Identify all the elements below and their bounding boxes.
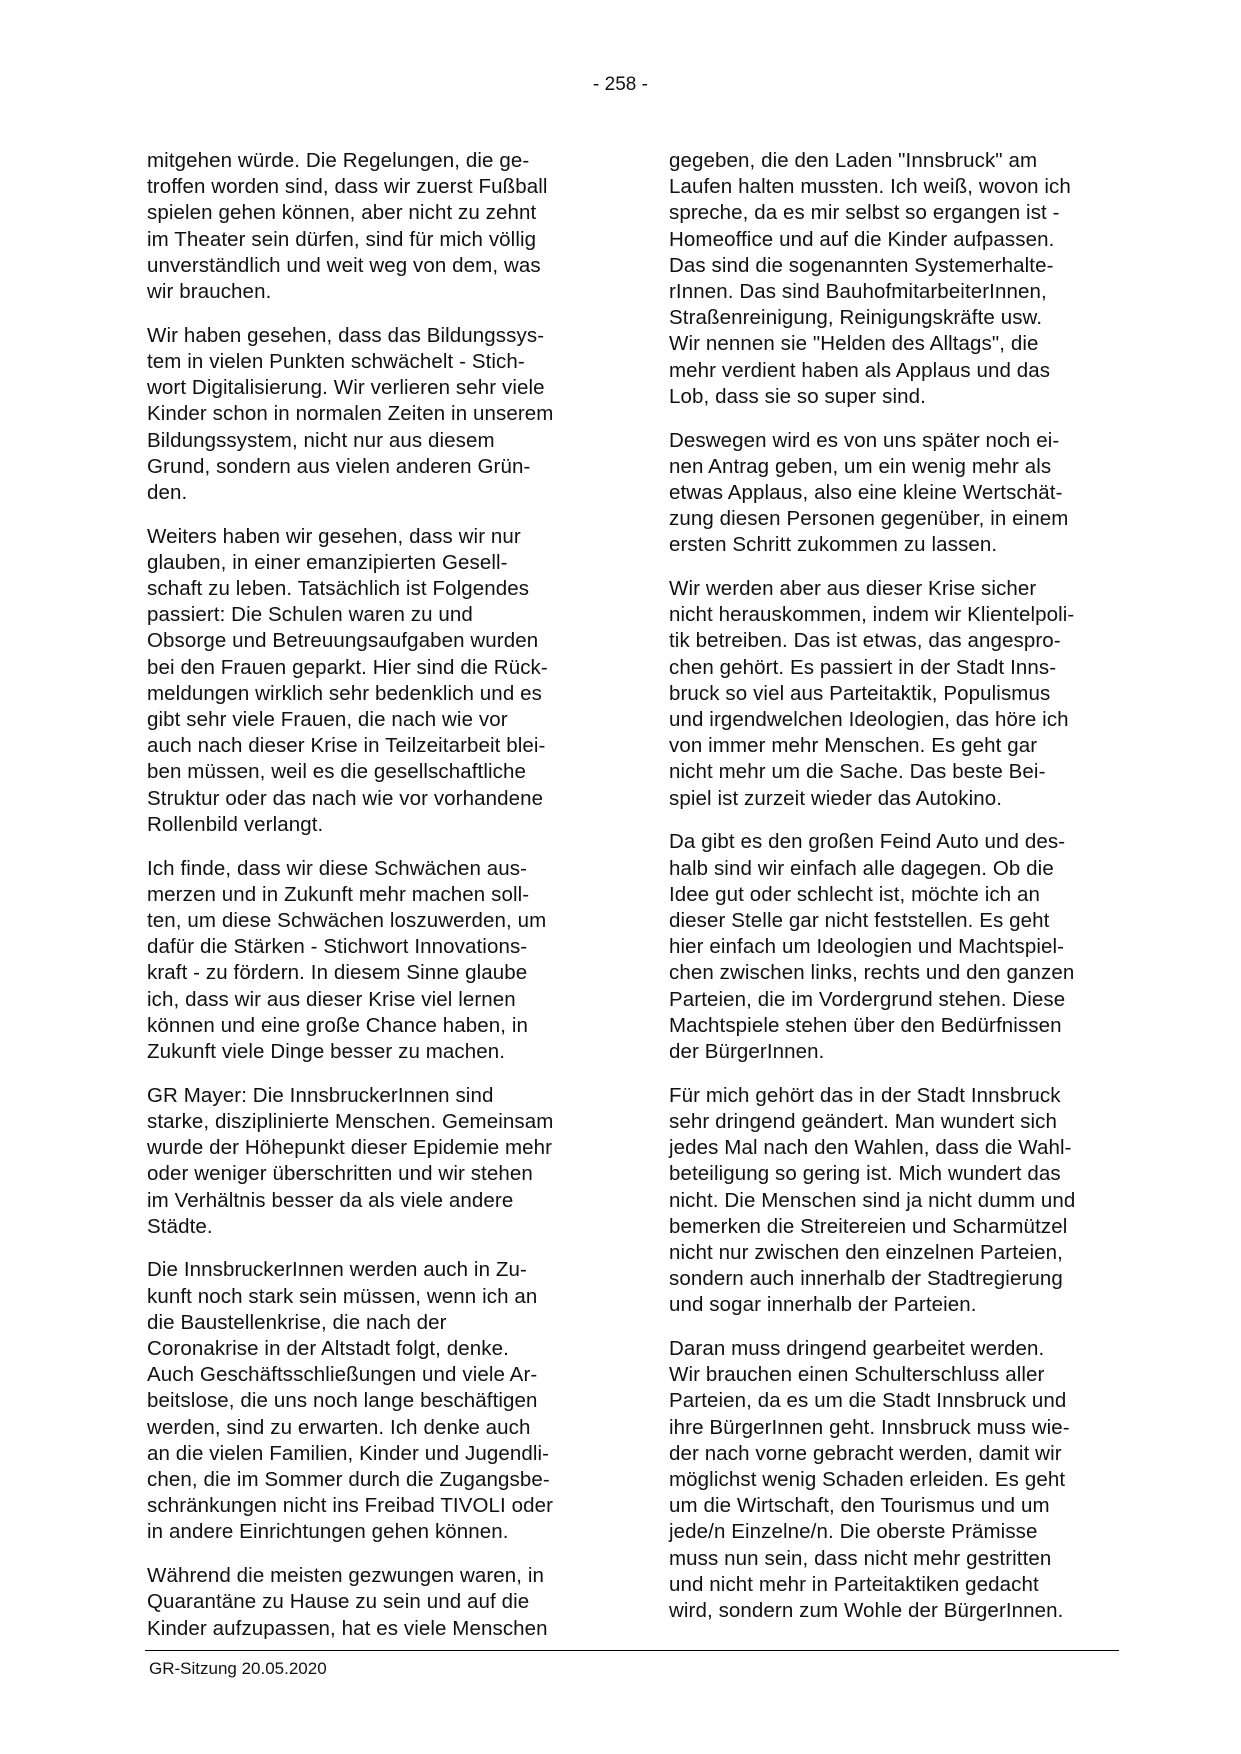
text-line: bruck so viel aus Parteitaktik, Populismus <box>669 681 1051 705</box>
text-line: ten, um diese Schwächen loszuwerden, um <box>147 908 547 932</box>
paragraph <box>147 856 602 1066</box>
text-line: Obsorge und Betreuungsaufgaben wurden <box>147 629 539 653</box>
text-line: wir brauchen. <box>147 280 272 304</box>
text-line: bei den Frauen geparkt. Hier sind die Rück- <box>147 655 548 679</box>
text-line: Die InnsbruckerInnen werden auch in Zu- <box>147 1258 527 1282</box>
text-line: mehr verdient haben als Applaus und das <box>669 358 1051 382</box>
text-line: sondern auch innerhalb der Stadtregierung <box>669 1267 1063 1291</box>
text-line: nicht. Die Menschen sind ja nicht dumm und <box>669 1188 1076 1212</box>
text-line: gibt sehr viele Frauen, die nach wie vor <box>147 708 508 732</box>
text-line: Kinder schon in normalen Zeiten in unserem <box>147 402 554 426</box>
text-line: Parteien, da es um die Stadt Innsbruck und <box>669 1389 1067 1413</box>
text-line: jedes Mal nach den Wahlen, dass die Wahl- <box>669 1136 1072 1160</box>
paragraph <box>147 323 602 506</box>
text-line: den. <box>147 480 188 504</box>
paragraph <box>669 829 1121 1065</box>
text-line: der nach vorne gebracht werden, damit wir <box>669 1441 1062 1465</box>
text-line: tik betreiben. Das ist etwas, das angespro- <box>669 629 1061 653</box>
text-line: unverständlich und weit weg von dem, was <box>147 253 541 277</box>
text-line: chen zwischen links, rechts und den ganzen <box>669 961 1075 985</box>
text-line: kraft - zu fördern. In diesem Sinne glaube <box>147 961 528 985</box>
paragraph <box>669 1083 1121 1319</box>
paragraph <box>147 1257 602 1545</box>
text-line: Grund, sondern aus vielen anderen Grün- <box>147 454 531 478</box>
text-line: die Baustellenkrise, die nach der <box>147 1310 447 1334</box>
text-line: im Verhältnis besser da als viele andere <box>147 1188 514 1212</box>
text-line: Weiters haben wir gesehen, dass wir nur <box>147 524 521 548</box>
text-line: Quarantäne zu Hause zu sein und auf die <box>147 1590 530 1614</box>
text-line: tem in vielen Punkten schwächelt - Stich- <box>147 349 525 373</box>
text-line: Für mich gehört das in der Stadt Innsbruck <box>669 1083 1061 1107</box>
text-line: Wir werden aber aus dieser Krise sicher <box>669 577 1037 601</box>
text-line: in andere Einrichtungen gehen können. <box>147 1520 509 1544</box>
paragraph <box>669 428 1121 559</box>
text-line: chen, die im Sommer durch die Zugangsbe- <box>147 1468 550 1492</box>
text-line: Wir haben gesehen, dass das Bildungssys- <box>147 323 545 347</box>
text-line: merzen und in Zukunft mehr machen soll- <box>147 882 530 906</box>
text-line: Zukunft viele Dinge besser zu machen. <box>147 1040 506 1063</box>
text-line: spreche, da es mir selbst so ergangen ist - <box>669 201 1060 225</box>
text-line: Machtspiele stehen über den Bedürfnissen <box>669 1013 1062 1037</box>
footer-divider <box>145 1650 1119 1651</box>
text-line: Daran muss dringend gearbeitet werden. <box>669 1337 1045 1361</box>
text-line: und sogar innerhalb der Parteien. <box>669 1293 977 1317</box>
paragraph <box>669 148 1121 410</box>
footer-session-date: GR-Sitzung 20.05.2020 <box>149 1659 327 1678</box>
text-line: Parteien, die im Vordergrund stehen. Diese <box>669 987 1066 1011</box>
text-line: von immer mehr Menschen. Es geht gar <box>669 734 1038 758</box>
text-line: möglichst wenig Schaden erleiden. Es geht <box>669 1468 1066 1492</box>
text-line: Während die meisten gezwungen waren, in <box>147 1564 545 1588</box>
text-line: auch nach dieser Krise in Teilzeitarbeit blei- <box>147 734 546 758</box>
text-line: wurde der Höhepunkt dieser Epidemie mehr <box>147 1136 553 1160</box>
text-line: und irgendwelchen Ideologien, das höre ich <box>669 708 1069 732</box>
text-line: wird, sondern zum Wohle der BürgerInnen. <box>669 1599 1064 1623</box>
paragraph <box>669 1336 1121 1624</box>
text-line: etwas Applaus, also eine kleine Wertschät- <box>669 480 1063 504</box>
text-line: nicht mehr um die Sache. Das beste Bei- <box>669 760 1046 784</box>
text-line: im Theater sein dürfen, sind für mich völlig <box>147 227 537 251</box>
page-number: - 258 - <box>593 74 648 95</box>
text-line: starke, disziplinierte Menschen. Gemeinsam <box>147 1109 554 1133</box>
text-line: halb sind wir einfach alle dagegen. Ob die <box>669 856 1054 880</box>
text-line: zung diesen Personen gegenüber, in einem <box>669 507 1069 531</box>
text-line: spiel ist zurzeit wieder das Autokino. <box>669 786 1003 810</box>
text-line: Auch Geschäftsschließungen und viele Ar- <box>147 1363 538 1387</box>
text-line: kunft noch stark sein müssen, wenn ich an <box>147 1284 538 1308</box>
text-line: werden, sind zu erwarten. Ich denke auch <box>147 1415 531 1439</box>
text-line: dafür die Stärken - Stichwort Innovations- <box>147 935 528 959</box>
paragraph <box>147 1563 602 1642</box>
text-line: ersten Schritt zukommen zu lassen. <box>669 533 998 557</box>
text-line: Ich finde, dass wir diese Schwächen aus- <box>147 856 528 880</box>
text-line: Da gibt es den großen Feind Auto und des- <box>669 830 1066 854</box>
text-line: passiert: Die Schulen waren zu und <box>147 603 473 627</box>
text-line: ich, dass wir aus dieser Krise viel lernen <box>147 987 516 1011</box>
text-line: wort Digitalisierung. Wir verlieren sehr viele <box>147 376 545 400</box>
paragraph <box>669 576 1121 812</box>
text-line: Kinder aufzupassen, hat es viele Menschen <box>147 1616 548 1640</box>
text-line: Wir brauchen einen Schulterschluss aller <box>669 1363 1045 1387</box>
right-column <box>669 148 1121 1642</box>
text-line: sehr dringend geändert. Man wundert sich <box>669 1109 1058 1133</box>
text-line: glauben, in einer emanzipierten Gesell- <box>147 550 508 574</box>
text-line: können und eine große Chance haben, in <box>147 1013 529 1037</box>
text-line: Das sind die sogenannten Systemerhalte- <box>669 253 1054 277</box>
text-line: Wir nennen sie "Helden des Alltags", die <box>669 332 1039 356</box>
text-line: hier einfach um Ideologien und Machtspiel- <box>669 935 1065 959</box>
text-line: und nicht mehr in Parteitaktiken gedacht <box>669 1572 1039 1596</box>
text-line: troffen worden sind, dass wir zuerst Fußball <box>147 175 548 199</box>
text-line: nen Antrag geben, um ein wenig mehr als <box>669 454 1052 478</box>
text-line: Bildungssystem, nicht nur aus diesem <box>147 428 495 452</box>
text-line: dieser Stelle gar nicht feststellen. Es geht <box>669 908 1050 932</box>
text-line: schränkungen nicht ins Freibad TIVOLI oder <box>147 1494 554 1518</box>
text-line: Straßenreinigung, Reinigungskräfte usw. <box>669 306 1043 330</box>
paragraph <box>147 1083 602 1240</box>
text-line: beitslose, die uns noch lange beschäftigen <box>147 1389 538 1413</box>
text-line: nicht herauskommen, indem wir Klientelpoli- <box>669 603 1075 627</box>
text-line: Lob, dass sie so super sind. <box>669 384 926 408</box>
text-line: Rollenbild verlangt. <box>147 812 324 836</box>
text-line: spielen gehen können, aber nicht zu zehnt <box>147 201 537 225</box>
text-line: Deswegen wird es von uns später noch ei- <box>669 428 1060 452</box>
text-line: rInnen. Das sind BauhofmitarbeiterInnen, <box>669 280 1047 304</box>
text-line: Struktur oder das nach wie vor vorhandene <box>147 786 544 810</box>
text-line: muss nun sein, dass nicht mehr gestritten <box>669 1546 1052 1570</box>
paragraph <box>147 148 602 305</box>
text-line: meldungen wirklich sehr bedenklich und es <box>147 681 542 705</box>
text-line: Homeoffice und auf die Kinder aufpassen. <box>669 227 1055 251</box>
text-line: bemerken die Streitereien und Scharmützel <box>669 1214 1068 1238</box>
text-line: schaft zu leben. Tatsächlich ist Folgendes <box>147 577 530 601</box>
text-line: beteiligung so gering ist. Mich wundert das <box>669 1162 1061 1186</box>
text-line: chen gehört. Es passiert in der Stadt Inns- <box>669 655 1057 679</box>
text-line: ihre BürgerInnen geht. Innsbruck muss wie- <box>669 1415 1070 1439</box>
text-line: GR Mayer: Die InnsbruckerInnen sind <box>147 1083 494 1107</box>
paragraph <box>147 524 602 838</box>
text-line: nicht nur zwischen den einzelnen Parteien, <box>669 1240 1063 1264</box>
text-line: der BürgerInnen. <box>669 1040 825 1063</box>
left-column <box>147 148 602 1659</box>
text-line: Laufen halten mussten. Ich weiß, wovon ich <box>669 175 1071 199</box>
text-line: Coronakrise in der Altstadt folgt, denke. <box>147 1337 509 1361</box>
text-line: gegeben, die den Laden "Innsbruck" am <box>669 149 1038 172</box>
text-line: oder weniger überschritten und wir stehen <box>147 1162 533 1186</box>
text-line: um die Wirtschaft, den Tourismus und um <box>669 1494 1050 1518</box>
text-line: Städte. <box>147 1214 213 1238</box>
text-line: ben müssen, weil es die gesellschaftliche <box>147 760 526 784</box>
text-line: Idee gut oder schlecht ist, möchte ich an <box>669 882 1041 906</box>
text-line: jede/n Einzelne/n. Die oberste Prämisse <box>669 1520 1038 1544</box>
text-line: an die vielen Familien, Kinder und Jugendli- <box>147 1441 550 1465</box>
text-line: mitgehen würde. Die Regelungen, die ge- <box>147 149 530 172</box>
